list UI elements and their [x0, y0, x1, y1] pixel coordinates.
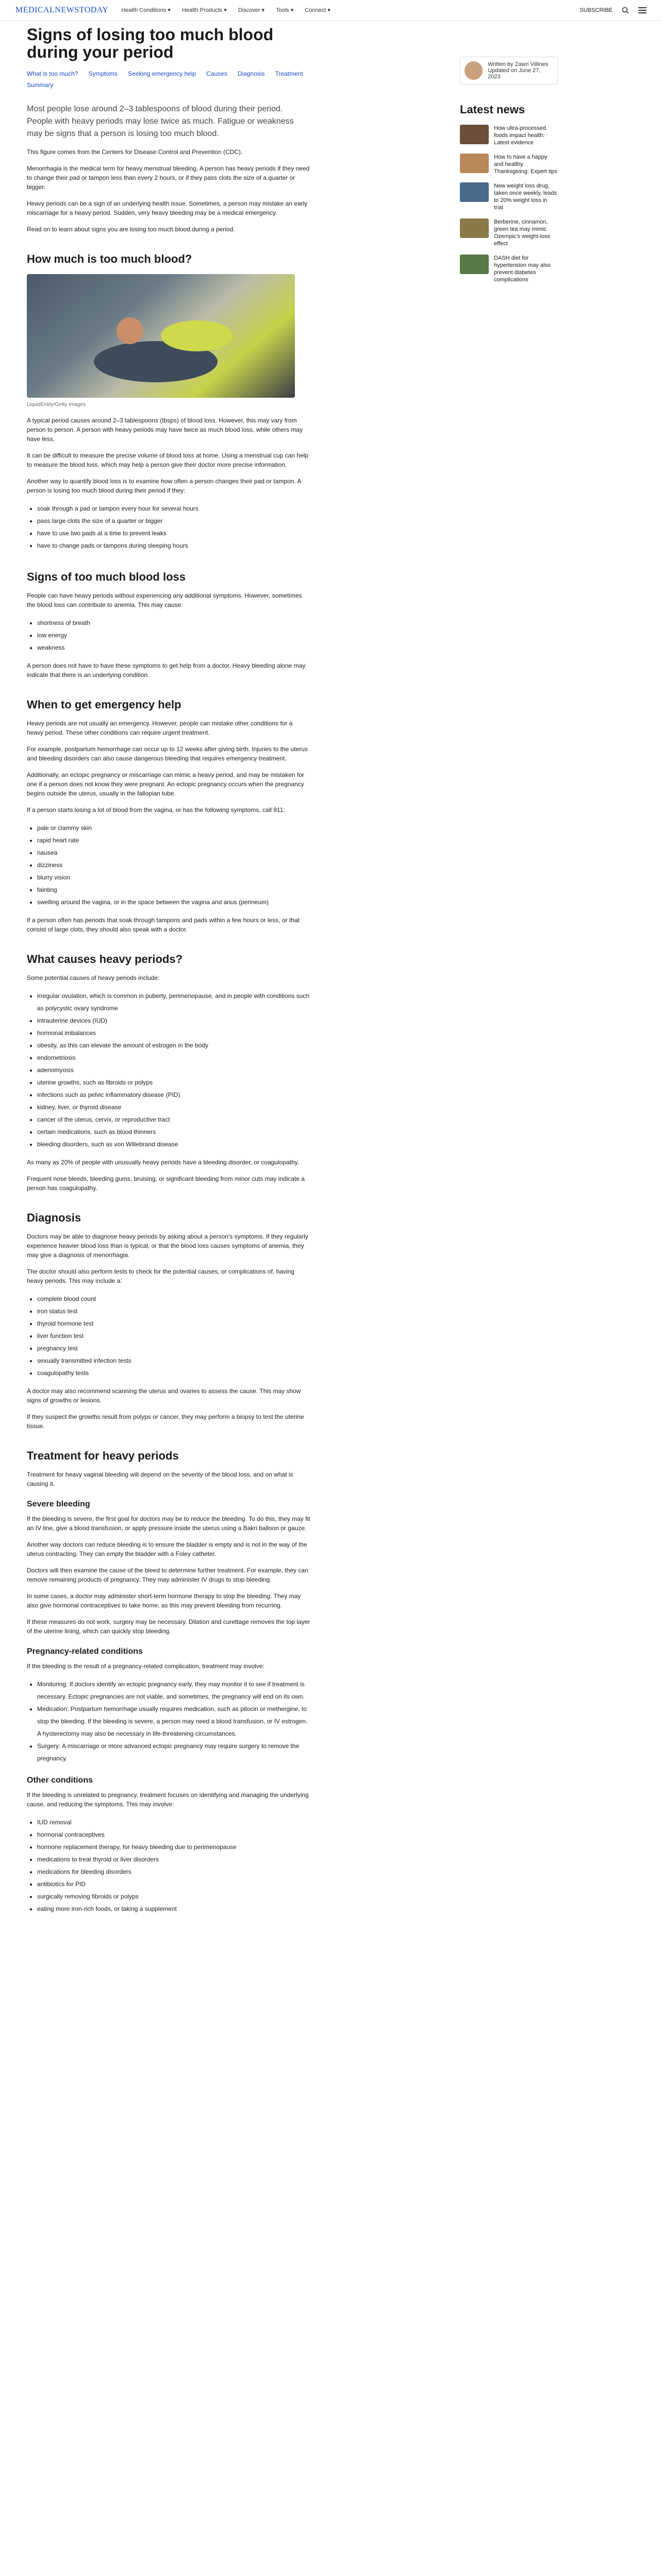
news-item[interactable] [460, 125, 558, 146]
toc-item[interactable]: Symptoms [88, 70, 118, 77]
paragraph: If the bleeding is severe, the first goal for doctors may be to reduce the bleeding. To do this, they may fit an IV line, give a blood transfusion, or apply pressure inside the uterus using a Bakri balloon or gauze. [27, 1515, 310, 1532]
paragraph: If a person starts losing a lot of blood from the vagina, or has the following symptoms, call 911: [27, 806, 285, 814]
list-item: • medications to treat thyroid or liver disorders [37, 1853, 310, 1866]
list-item: • medications for bleeding disorders [37, 1866, 310, 1878]
article-title: Signs of losing too much blood during your period [27, 25, 274, 61]
news-thumbnail [460, 182, 489, 202]
source-note: This figure comes from the Centers for Disease Control and Prevention (CDC). [27, 148, 243, 156]
toc-item[interactable]: What is too much? [27, 70, 78, 77]
bullet-list [27, 1816, 310, 1915]
list-item: • eating more iron-rich foods, or taking a supplement [37, 1903, 310, 1915]
paragraph: If the bleeding is the result of a pregnancy-related complication, treatment may involve: [27, 1663, 264, 1670]
toc-item[interactable]: Treatment [275, 70, 303, 77]
bullet-list [27, 1293, 310, 1379]
nav-health-conditions[interactable]: Health Conditions ▾ [121, 7, 171, 13]
sidebar [460, 21, 558, 1922]
menu-icon[interactable] [638, 7, 647, 14]
hero-image [27, 274, 295, 398]
latest-news-title: Latest news [460, 103, 525, 116]
paragraph: Doctors may be able to diagnose heavy periods by asking about a person's symptoms. If they regularly experience heavier blood loss than is typical, or that the blood loss causes symptoms of anemia, they may give a diagnosis of menorrhagia. [27, 1233, 308, 1259]
paragraph: Read on to learn about signs you are losing too much blood during a period. [27, 226, 235, 233]
paragraph: Menorrhagia is the medical term for heavy menstrual bleeding. A person has heavy periods if they need to change their pad or tampon less than every 2 hours, or if they pass clots the size of a quarter or bigger. [27, 165, 310, 191]
site-logo[interactable]: MEDICALNEWSTODAY [15, 5, 109, 14]
list-item: • IUD removal [37, 1816, 310, 1828]
avatar [465, 61, 483, 80]
paragraph: Treatment for heavy vaginal bleeding will depend on the severity of the blood loss, and on what is causing it. [27, 1471, 293, 1487]
paragraph: The doctor should also perform tests to check for the potential causes, or complications of, having heavy periods. This may include a: [27, 1268, 294, 1284]
paragraph: Another way doctors can reduce bleeding is to ensure the bladder is empty and is not in the way of the uterus contracting. They can empty the bladder with a Foley catheter. [27, 1541, 307, 1557]
paragraph: It can be difficult to measure the precise volume of blood loss at home. Using a menstrual cup can help to measure the blood loss, which may help a person give their doctor more precise information. [27, 452, 309, 468]
news-item[interactable] [460, 255, 558, 283]
news-thumbnail [460, 125, 489, 144]
news-headline[interactable]: New weight loss drug, taken once weekly, leads to 20% weight loss in trial [494, 183, 557, 211]
nav-discover[interactable]: Discover ▾ [238, 7, 265, 13]
list-item: • soak through a pad or tampon every hour for several hours [37, 502, 310, 515]
subsection-heading: Severe bleeding [27, 1500, 90, 1509]
list-item: • cancer of the uterus, cervix, or reproductive tract [37, 1113, 310, 1126]
news-thumbnail [460, 154, 489, 173]
paragraph: As many as 20% of people with unusually heavy periods have a bleeding disorder, or coagulopathy. [27, 1159, 300, 1166]
paragraph: If they suspect the growths result from polyps or cancer, they may perform a biopsy to test the uterine tissue. [27, 1413, 304, 1430]
paragraph: If these measures do not work, surgery may be necessary. Dilation and curettage removes the top layer of the uterine lining, which can quickly stop bleeding. [27, 1618, 310, 1635]
list-item: • sexually transmitted infection tests [37, 1354, 310, 1367]
list-item: • hormonal imbalances [37, 1027, 310, 1039]
article [27, 21, 310, 1922]
list-item: • shortness of breath [37, 617, 310, 629]
list-item: • intrauterine devices (IUD) [37, 1014, 310, 1027]
list-item: • have to change pads or tampons during sleeping hours [37, 539, 310, 552]
updated-date[interactable]: Updated on June 27, 2023 [488, 67, 541, 80]
list-item: • swelling around the vagina, or in the space between the vagina and anus (perineum) [37, 896, 310, 908]
list-item: • certain medications, such as blood thinners [37, 1126, 310, 1138]
toc-item[interactable]: Seeking emergency help [128, 70, 196, 77]
subsection-heading: Other conditions [27, 1776, 93, 1785]
list-item: • pass large clots the size of a quarter or bigger [37, 515, 310, 527]
author-name[interactable]: Written by Zawn Villines [488, 61, 549, 67]
table-of-contents [27, 70, 310, 89]
nav-connect[interactable]: Connect ▾ [305, 7, 330, 13]
paragraph: Heavy periods are not usually an emergency. However, people can mistake other conditions for a heavy period. These other conditions can require urgent treatment. [27, 720, 293, 736]
list-item: • endometriosis [37, 1052, 310, 1064]
list-item: • bleeding disorders, such as von Willebrand disease [37, 1138, 310, 1150]
list-item: • nausea [37, 846, 310, 859]
main-nav [121, 7, 330, 13]
list-item: • surgically removing fibroids or polyps [37, 1890, 310, 1903]
paragraph: Additionally, an ectopic pregnancy or miscarriage can mimic a heavy period, and may be mistaken for one if a person does not know they were pregnant. An ectopic pregnancy occurs when the pregnancy begins outside the uterus, usually in the fallopian tube. [27, 771, 305, 797]
toc-item[interactable]: Summary [27, 81, 54, 89]
paragraph: Some potential causes of heavy periods include: [27, 974, 160, 981]
author-card [460, 57, 558, 84]
paragraph: Doctors will then examine the cause of the bleed to determine further treatment. For example, they can remove remaining products of pregnancy. They may administer IV drugs to stop bleeding. [27, 1567, 308, 1583]
section-heading: Diagnosis [27, 1211, 81, 1224]
list-item: • Surgery: A miscarriage or more advanced ectopic pregnancy may require surgery to remove the pregnancy. [37, 1740, 310, 1765]
list-item: • iron status test [37, 1305, 310, 1317]
search-icon[interactable] [622, 7, 629, 14]
site-header [0, 0, 662, 21]
news-item[interactable] [460, 182, 558, 211]
paragraph: Heavy periods can be a sign of an underlying health issue. Sometimes, a person may mistake an early miscarriage for a heavy period. Sudden, very heavy bleeding may be a medical emergency. [27, 200, 308, 216]
paragraph: Frequent nose bleeds, bleeding gums, bruising, or significant bleeding from minor cuts may indicate a person has coagulopathy. [27, 1175, 305, 1192]
list-item: • low energy [37, 629, 310, 641]
bullet-list [27, 990, 310, 1150]
list-item: • pregnancy test [37, 1342, 310, 1354]
bullet-list [27, 502, 310, 552]
list-item: • uterine growths, such as fibroids or polyps [37, 1076, 310, 1089]
paragraph: A typical period causes around 2–3 tablespoons (tbsps) of blood loss. However, this may vary from person to person. A person with heavy periods may have twice as much blood loss, while others may have less. [27, 417, 303, 443]
news-headline[interactable]: Berberine, cinnamon, green tea may mimic Ozempic's weight-loss effect [494, 219, 551, 247]
list-item: • coagulopathy tests [37, 1367, 310, 1379]
list-item: • dizziness [37, 859, 310, 871]
news-headline[interactable]: DASH diet for hypertension may also prevent diabetes complications [494, 255, 551, 283]
bullet-list [27, 822, 310, 908]
paragraph: People can have heavy periods without experiencing any additional symptoms. However, sometimes the blood loss can contribute to anemia. This may cause: [27, 592, 302, 608]
bullet-list [27, 1678, 310, 1765]
list-item: • obesity, as this can elevate the amount of estrogen in the body [37, 1039, 310, 1052]
section-heading: When to get emergency help [27, 698, 181, 711]
list-item: • Medication: Postpartum hemorrhage usually requires medication, such as pitocin or methergine, to stop the bleeding. If the bleeding is severe, a person may need a blood transfusion, or IV estrogen. A hysterectomy may also be necessary in life-threatening circumstances. [37, 1703, 310, 1740]
list-item: • have to use two pads at a time to prevent leaks [37, 527, 310, 539]
list-item: • antibiotics for PID [37, 1878, 310, 1890]
news-item[interactable] [460, 218, 558, 247]
list-item: • rapid heart rate [37, 834, 310, 846]
list-item: • fainting [37, 884, 310, 896]
subsection-heading: Pregnancy-related conditions [27, 1647, 143, 1656]
section-heading: What causes heavy periods? [27, 953, 183, 965]
paragraph: A person does not have to have these symptoms to get help from a doctor. Heavy bleeding alone may indicate that there is an underlying condition. [27, 662, 306, 679]
news-thumbnail [460, 255, 489, 274]
section-heading: How much is too much blood? [27, 252, 192, 265]
news-headline[interactable]: How to have a happy and healthy Thanksgiving: Expert tips [494, 154, 557, 175]
paragraph: If a person often has periods that soak through tampons and pads within a few hours or less, or that consist of large clots, they should also speak with a doctor. [27, 917, 300, 933]
list-item: • complete blood count [37, 1293, 310, 1305]
nav-health-products[interactable]: Health Products ▾ [181, 7, 227, 13]
paragraph: For example, postpartum hemorrhage can occur up to 12 weeks after giving birth. Injuries to the uterus and bleeding disorders can also cause dangerous bleeding that requires emergency treatment. [27, 745, 308, 762]
list-item: • infections such as pelvic inflammatory disease (PID) [37, 1089, 310, 1101]
paragraph: If the bleeding is unrelated to pregnancy, treatment focuses on identifying and managing the underlying cause, and reducing the symptoms. This may involve: [27, 1791, 309, 1808]
list-item: • Monitoring: If doctors identify an ectopic pregnancy early, they may monitor it to see if treatment is necessary. Ectopic pregnancies are not viable, and sometimes, the pregnancy will end on its own. [37, 1678, 310, 1703]
lead-paragraph: Most people lose around 2–3 tablespoons of blood during their period. People with heavy periods may lose twice as much. Fatigue or weakness may be signs that a person is losing too much blood. [27, 105, 294, 138]
bullet-list [27, 617, 310, 654]
list-item: • liver function test [37, 1330, 310, 1342]
woman-on-couch-image [27, 274, 295, 398]
news-thumbnail [460, 218, 489, 238]
list-item: • hormonal contraceptives [37, 1828, 310, 1841]
subscribe-button[interactable]: SUBSCRIBE [580, 7, 613, 13]
paragraph: Another way to quantify blood loss is to examine how often a person changes their pad or tampon. A person is losing too much blood during their period if they: [27, 478, 301, 494]
list-item: • weakness [37, 641, 310, 654]
list-item: • irregular ovulation, which is common in puberty, perimenopause, and in people with conditions such as polycystic ovary syndrome [37, 990, 310, 1014]
list-item: • adenomyosis [37, 1064, 310, 1076]
section-heading: Signs of too much blood loss [27, 570, 186, 583]
list-item: • blurry vision [37, 871, 310, 884]
section-heading: Treatment for heavy periods [27, 1449, 179, 1462]
image-credit: LiquidEntity/Getty Images [27, 402, 86, 408]
toc-item[interactable]: Diagnosis [237, 70, 265, 77]
list-item: • pale or clammy skin [37, 822, 310, 834]
list-item: • hormone replacement therapy, for heavy bleeding due to perimenopause [37, 1841, 310, 1853]
toc-item[interactable]: Causes [206, 70, 227, 77]
paragraph: In some cases, a doctor may administer short-term hormone therapy to stop the bleeding. They may also give hormonal contraceptives to take home, as this may prevent bleeding from recurring. [27, 1592, 301, 1609]
news-item[interactable] [460, 154, 558, 175]
list-item: • thyroid hormone test [37, 1317, 310, 1330]
paragraph: A doctor may also recommend scanning the uterus and ovaries to assess the cause. This may show signs of growths or lesions. [27, 1387, 301, 1404]
list-item: • kidney, liver, or thyroid disease [37, 1101, 310, 1113]
nav-tools[interactable]: Tools ▾ [276, 7, 294, 13]
news-headline[interactable]: How ultra-processed foods impact health: Latest evidence [494, 125, 546, 146]
